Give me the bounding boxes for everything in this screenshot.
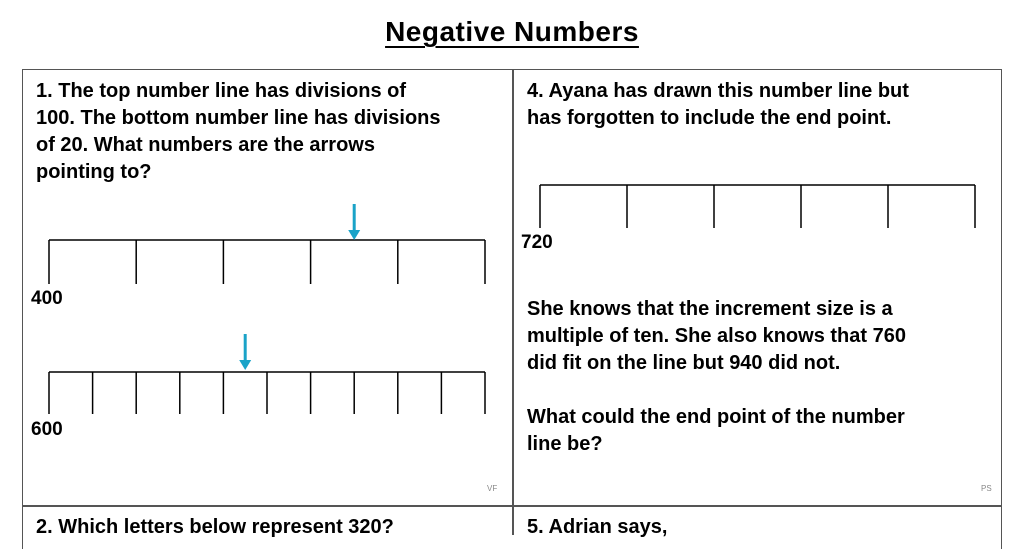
page-title: Negative Numbers [385, 16, 639, 47]
q1-top-arrow-head [348, 230, 360, 240]
q1-tag: VF [487, 484, 498, 493]
q1-bottom-arrow-head [239, 360, 251, 370]
q4-tag: PS [981, 484, 992, 493]
q4-text-3: What could the end point of the number line be? [527, 406, 905, 455]
q1-text: 1. The top number line has divisions of 100. The bottom number line has divisions of 20. What numbers are the arrows pointing to? [36, 80, 441, 183]
q1-bottom-start-label: 600 [31, 419, 63, 440]
q2-text: 2. Which letters below represent 320? [36, 516, 394, 538]
q4-text-2: She knows that the increment size is a multiple of ten. She also knows that 760 did fit on the line but 940 did not. [527, 298, 906, 374]
q4-text: 4. Ayana has drawn this number line but has forgotten to include the end point. [527, 80, 909, 129]
q1-top-start-label: 400 [31, 288, 63, 309]
q4-start-label: 720 [521, 232, 553, 253]
q5-text: 5. Adrian says, [527, 516, 668, 538]
